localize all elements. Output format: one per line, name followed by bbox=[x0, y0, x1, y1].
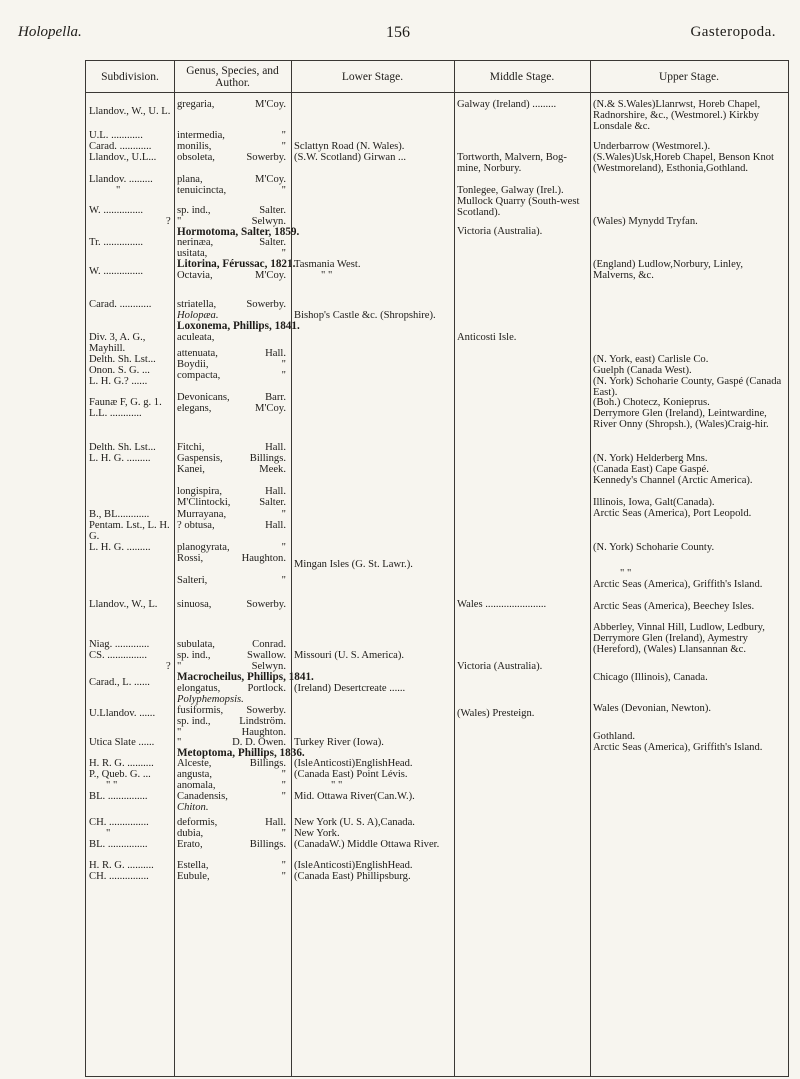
genus-row bbox=[177, 542, 288, 553]
genus-species-name: Polyphemopsis. bbox=[177, 694, 244, 705]
genus-species-name: Hormotoma, Salter, 1859. bbox=[177, 226, 300, 238]
upper-stage-cell: Arctic Seas (America), Griffith's Island. bbox=[593, 579, 763, 590]
subdivision-cell: Carad. ............ bbox=[89, 141, 152, 152]
subdivision-cell: Carad. ............ bbox=[89, 299, 152, 310]
species-author: " bbox=[281, 509, 286, 520]
genus-species-name: gregaria, bbox=[177, 99, 215, 110]
lower-stage-cell: (IsleAnticosti)EnglishHead. bbox=[294, 758, 413, 769]
subdivision-cell: BL. ............... bbox=[89, 839, 148, 850]
species-author: Lindström. bbox=[239, 716, 286, 727]
genus-row bbox=[177, 575, 288, 586]
species-author: Haughton. bbox=[241, 553, 286, 564]
genus-species-name: dubia, bbox=[177, 828, 204, 839]
upper-stage-cell: (N.& S.Wales)Llanrwst, Horeb Chapel, Radnorshire, &c., (Westmorel.) Kirkby Lonsdale &c. bbox=[593, 99, 761, 133]
subdivision-cell: Llandov., W., U. L. bbox=[89, 106, 171, 117]
lower-stage-cell: (Ireland) Desertcreate ...... bbox=[294, 683, 406, 694]
lower-stage-cell: Mingan Isles (G. St. Lawr.). bbox=[294, 559, 413, 570]
genus-row bbox=[177, 270, 288, 281]
subdivision-cell: Llandov., U.L... bbox=[89, 152, 157, 163]
species-author: " bbox=[281, 248, 286, 259]
genus-species-name: attenuata, bbox=[177, 348, 218, 359]
genus-row bbox=[177, 683, 288, 694]
species-author: " bbox=[281, 575, 286, 586]
species-author: Conrad. bbox=[252, 639, 286, 650]
species-author: " bbox=[281, 828, 286, 839]
genus-row bbox=[177, 497, 288, 508]
genus-row bbox=[177, 332, 288, 343]
upper-stage-cell: Gothland. bbox=[593, 731, 636, 742]
species-author: M'Coy. bbox=[255, 270, 286, 281]
genus-row bbox=[177, 299, 288, 310]
column-genus bbox=[174, 61, 314, 1076]
species-author: Barr. bbox=[265, 392, 286, 403]
column-header-lower-stage: Lower Stage. bbox=[291, 61, 454, 93]
species-author: Sowerby. bbox=[246, 705, 286, 716]
page-header bbox=[0, 24, 800, 50]
genus-row bbox=[177, 403, 288, 414]
lower-stage-cell: Mid. Ottawa River(Can.W.). bbox=[294, 791, 415, 802]
upper-stage-cell: Illinois, Iowa, Galt(Canada). bbox=[593, 497, 715, 508]
species-author: Sowerby. bbox=[246, 299, 286, 310]
genus-species-name: Alceste, bbox=[177, 758, 212, 769]
upper-stage-cell: Arctic Seas (America), Beechey Isles. bbox=[593, 601, 755, 612]
subdivision-cell: Div. 3, A. G., Mayhill. bbox=[89, 332, 146, 355]
upper-stage-cell: Wales (Devonian, Newton). bbox=[593, 703, 711, 714]
species-author: Selwyn. bbox=[251, 216, 286, 227]
species-author: M'Coy. bbox=[255, 174, 286, 185]
upper-stage-cell: (N. York) Helderberg Mns. bbox=[593, 453, 708, 464]
upper-stage-cell: (N. York, east) Carlisle Co. bbox=[593, 354, 709, 365]
genus-row bbox=[177, 553, 288, 564]
species-author: Salter. bbox=[259, 497, 286, 508]
genus-row bbox=[177, 237, 288, 248]
middle-stage-cell: (Wales) Presteign. bbox=[457, 708, 535, 719]
lower-stage-cell: (CanadaW.) Middle Ottawa River. bbox=[294, 839, 440, 850]
species-author: Portlock. bbox=[247, 683, 286, 694]
species-author: Hall. bbox=[265, 348, 286, 359]
species-author: Haughton. bbox=[241, 727, 286, 738]
subdivision-cell: H. R. G. .......... bbox=[89, 758, 154, 769]
subdivision-cell: L.L. ............ bbox=[89, 408, 142, 419]
species-author: Billings. bbox=[249, 758, 286, 769]
subdivision-cell: Delth. Sh. Lst... bbox=[89, 442, 156, 453]
genus-species-name: Metoptoma, Phillips, 1836. bbox=[177, 747, 305, 759]
genus-species-name: Rossi, bbox=[177, 553, 204, 564]
genus-species-name: Chiton. bbox=[177, 802, 209, 813]
lower-stage-cell: Missouri (U. S. America). bbox=[294, 650, 405, 661]
genus-species-name: Estella, bbox=[177, 860, 209, 871]
species-author: Hall. bbox=[265, 442, 286, 453]
subdivision-cell: Niag. ............. bbox=[89, 639, 150, 650]
genus-row bbox=[177, 716, 288, 727]
genus-row bbox=[177, 791, 288, 802]
genus-species-name: fusiformis, bbox=[177, 705, 224, 716]
subdivision-cell: " bbox=[106, 828, 111, 839]
genus-row bbox=[177, 780, 288, 791]
species-author: " bbox=[281, 780, 286, 791]
genus-species-name: Canadensis, bbox=[177, 791, 228, 802]
genus-row bbox=[177, 705, 288, 716]
genus-species-name: Octavia, bbox=[177, 270, 213, 281]
middle-stage-cell: Anticosti Isle. bbox=[457, 332, 517, 343]
subdivision-cell: Pentam. Lst., L. H. G. bbox=[89, 520, 170, 543]
genus-row bbox=[177, 839, 288, 850]
middle-stage-cell: Mullock Quarry (South-west Scotland). bbox=[457, 196, 580, 219]
genus-row bbox=[177, 453, 288, 464]
genus-row bbox=[177, 130, 288, 141]
genus-species-name: compacta, bbox=[177, 370, 221, 381]
species-author: M'Coy. bbox=[255, 99, 286, 110]
genus-row bbox=[177, 185, 288, 196]
subdivision-cell: BL. ............... bbox=[89, 791, 148, 802]
genus-row bbox=[177, 205, 288, 216]
upper-stage-cell: Guelph (Canada West). bbox=[593, 365, 692, 376]
genus-species-name: sp. ind., bbox=[177, 650, 211, 661]
subdivision-cell: ? bbox=[166, 661, 171, 672]
upper-stage-cell: (N. York) Schoharie County. bbox=[593, 542, 715, 553]
genus-row bbox=[177, 442, 288, 453]
upper-stage-cell: Chicago (Illinois), Canada. bbox=[593, 672, 708, 683]
species-author: Salter. bbox=[259, 205, 286, 216]
upper-stage-cell: Underbarrow (Westmorel.). bbox=[593, 141, 711, 152]
column-header-middle-stage: Middle Stage. bbox=[454, 61, 590, 93]
column-header-subdivision: Subdivision. bbox=[86, 61, 174, 93]
middle-stage-cell: Victoria (Australia). bbox=[457, 226, 543, 237]
genus-species-name: sinuosa, bbox=[177, 599, 212, 610]
column-header-upper-stage: Upper Stage. bbox=[590, 61, 788, 93]
genus-species-name: nerinæa, bbox=[177, 237, 214, 248]
genus-species-name: " bbox=[177, 661, 182, 672]
genus-species-name: Fitchi, bbox=[177, 442, 205, 453]
genus-row bbox=[177, 152, 288, 163]
subdivision-cell: CH. ............... bbox=[89, 871, 149, 882]
genus-row bbox=[177, 802, 288, 813]
genus-species-name: intermedia, bbox=[177, 130, 225, 141]
genus-species-name: " bbox=[177, 737, 182, 748]
genus-species-name: planogyrata, bbox=[177, 542, 230, 553]
genus-row bbox=[177, 320, 300, 332]
genus-species-name: Holopæa. bbox=[177, 310, 219, 321]
species-author: D. D. Owen. bbox=[232, 737, 286, 748]
genus-species-name: M'Clintocki, bbox=[177, 497, 231, 508]
upper-stage-cell: (N. York) Schoharie County, Gaspé (Canada East). bbox=[593, 376, 782, 399]
upper-stage-cell: " " bbox=[620, 568, 632, 579]
subdivision-cell: " " bbox=[106, 780, 118, 791]
genus-species-name: Litorina, Férussac, 1821. bbox=[177, 258, 296, 270]
species-author: Hall. bbox=[265, 486, 286, 497]
subdivision-cell: Delth. Sh. Lst... bbox=[89, 354, 156, 365]
genus-species-name: Boydii, bbox=[177, 359, 209, 370]
subdivision-cell: Llandov. ......... bbox=[89, 174, 153, 185]
species-author: Hall. bbox=[265, 520, 286, 531]
upper-stage-cell: Derrymore Glen (Ireland), Leintwardine, River Onny (Shropsh.), (Wales)Craig-hir. bbox=[593, 408, 769, 431]
genus-row bbox=[177, 359, 288, 370]
upper-stage-cell: Arctic Seas (America), Port Leopold. bbox=[593, 508, 752, 519]
species-author: " bbox=[281, 871, 286, 882]
upper-stage-cell: Arctic Seas (America), Griffith's Island. bbox=[593, 742, 763, 753]
lower-stage-cell: (S.W. Scotland) Girwan ... bbox=[294, 152, 407, 163]
column-middle-stage bbox=[454, 61, 591, 1076]
running-title-class: Gasteropoda. bbox=[690, 24, 776, 40]
upper-stage-cell: Abberley, Vinnal Hill, Ludlow, Ledbury, Derrymore Glen (Ireland), Aymestry (Hereford), (Wales) Llansannan &c. bbox=[593, 622, 765, 656]
species-author: Selwyn. bbox=[251, 661, 286, 672]
genus-row bbox=[177, 817, 288, 828]
subdivision-cell: ? bbox=[166, 216, 171, 227]
genus-row bbox=[177, 464, 288, 475]
species-author: Sowerby. bbox=[246, 599, 286, 610]
subdivision-cell: H. R. G. .......... bbox=[89, 860, 154, 871]
middle-stage-cell: Victoria (Australia). bbox=[457, 661, 543, 672]
subdivision-cell: B., BL............ bbox=[89, 509, 150, 520]
page-number: 156 bbox=[386, 24, 410, 41]
genus-species-name: elegans, bbox=[177, 403, 212, 414]
genus-row bbox=[177, 639, 288, 650]
species-author: " bbox=[281, 141, 286, 152]
species-author: M'Coy. bbox=[255, 403, 286, 414]
species-author: Salter. bbox=[259, 237, 286, 248]
species-author: " bbox=[281, 769, 286, 780]
upper-stage-cell: (England) Ludlow,Norbury, Linley, Malverns, &c. bbox=[593, 259, 744, 282]
genus-row bbox=[177, 871, 288, 882]
upper-stage-cell: (S.Wales)Usk,Horeb Chapel, Benson Knot (Westmoreland), Esthonia,Gothland. bbox=[593, 152, 774, 175]
running-title-genus: Holopella. bbox=[18, 24, 82, 40]
genus-row bbox=[177, 141, 288, 152]
genus-species-name: Loxonema, Phillips, 1841. bbox=[177, 320, 300, 332]
genus-species-name: " bbox=[177, 216, 182, 227]
subdivision-cell: U.L. ............ bbox=[89, 130, 143, 141]
subdivision-cell: Llandov., W., L. bbox=[89, 599, 158, 610]
genus-row bbox=[177, 520, 288, 531]
species-author: Meek. bbox=[259, 464, 286, 475]
subdivision-cell: CH. ............... bbox=[89, 817, 149, 828]
subdivision-cell: U.Llandov. ...... bbox=[89, 708, 156, 719]
subdivision-cell: L. H. G.? ...... bbox=[89, 376, 148, 387]
column-lower-stage bbox=[291, 61, 455, 1076]
genus-row bbox=[177, 599, 288, 610]
lower-stage-cell: (Canada East) Phillipsburg. bbox=[294, 871, 411, 882]
genus-species-name: deformis, bbox=[177, 817, 218, 828]
genus-species-name: Gaspensis, bbox=[177, 453, 223, 464]
genus-species-name: subulata, bbox=[177, 639, 215, 650]
genus-row bbox=[177, 509, 288, 520]
genus-species-name: sp. ind., bbox=[177, 205, 211, 216]
lower-stage-cell: Sclattyn Road (N. Wales). bbox=[294, 141, 405, 152]
species-distribution-table bbox=[85, 60, 789, 1077]
lower-stage-cell: New York. bbox=[294, 828, 340, 839]
species-author: " bbox=[281, 370, 286, 381]
subdivision-cell: Utica Slate ...... bbox=[89, 737, 155, 748]
species-author: " bbox=[281, 542, 286, 553]
subdivision-cell: Onon. S. G. ... bbox=[89, 365, 150, 376]
upper-stage-cell: Kennedy's Channel (Arctic America). bbox=[593, 475, 753, 486]
subdivision-cell: CS. ............... bbox=[89, 650, 147, 661]
subdivision-cell: W. ............... bbox=[89, 266, 144, 277]
species-author: Billings. bbox=[249, 839, 286, 850]
genus-species-name: usitata, bbox=[177, 248, 208, 259]
genus-row bbox=[177, 258, 296, 270]
middle-stage-cell: Tortworth, Malvern, Bog-mine, Norbury. bbox=[457, 152, 567, 175]
genus-row bbox=[177, 769, 288, 780]
lower-stage-cell: " " bbox=[331, 780, 343, 791]
lower-stage-cell: Tasmania West. bbox=[294, 259, 361, 270]
genus-row bbox=[177, 174, 288, 185]
upper-stage-cell: (Canada East) Cape Gaspé. bbox=[593, 464, 709, 475]
genus-row bbox=[177, 99, 288, 110]
genus-species-name: tenuicincta, bbox=[177, 185, 227, 196]
genus-species-name: Eubule, bbox=[177, 871, 210, 882]
genus-row bbox=[177, 650, 288, 661]
subdivision-cell: L. H. G. ......... bbox=[89, 542, 151, 553]
lower-stage-cell: " " bbox=[321, 270, 333, 281]
genus-species-name: elongatus, bbox=[177, 683, 221, 694]
genus-species-name: longispira, bbox=[177, 486, 223, 497]
genus-species-name: obsoleta, bbox=[177, 152, 215, 163]
species-author: Hall. bbox=[265, 817, 286, 828]
genus-species-name: Kanei, bbox=[177, 464, 205, 475]
upper-stage-cell: (Wales) Mynydd Tryfan. bbox=[593, 216, 698, 227]
genus-species-name: Macrocheilus, Phillips, 1841. bbox=[177, 671, 314, 683]
genus-species-name: Murrayana, bbox=[177, 509, 227, 520]
genus-species-name: ? obtusa, bbox=[177, 520, 215, 531]
column-upper-stage bbox=[590, 61, 788, 1076]
genus-species-name: Devonicans, bbox=[177, 392, 230, 403]
genus-species-name: anomala, bbox=[177, 780, 216, 791]
genus-species-name: plana, bbox=[177, 174, 203, 185]
column-subdivision bbox=[86, 61, 175, 1076]
subdivision-cell: Carad., L. ...... bbox=[89, 677, 150, 688]
genus-species-name: sp. ind., bbox=[177, 716, 211, 727]
column-header-genus: Genus, Species, and Author. bbox=[174, 61, 291, 93]
subdivision-cell: Tr. ............... bbox=[89, 237, 144, 248]
subdivision-cell: P., Queb. G. ... bbox=[89, 769, 151, 780]
genus-row bbox=[177, 370, 288, 381]
species-author: Swallow. bbox=[246, 650, 286, 661]
genus-row bbox=[177, 758, 288, 769]
species-author: " bbox=[281, 130, 286, 141]
genus-species-name: Salteri, bbox=[177, 575, 208, 586]
genus-row bbox=[177, 860, 288, 871]
lower-stage-cell: (Canada East) Point Lévis. bbox=[294, 769, 408, 780]
genus-row bbox=[177, 828, 288, 839]
genus-row bbox=[177, 694, 288, 705]
genus-species-name: angusta, bbox=[177, 769, 213, 780]
lower-stage-cell: (IsleAnticosti)EnglishHead. bbox=[294, 860, 413, 871]
species-author: Sowerby. bbox=[246, 152, 286, 163]
genus-row bbox=[177, 671, 314, 683]
subdivision-cell: Faunæ F, G. g. 1. bbox=[89, 397, 162, 408]
genus-species-name: Erato, bbox=[177, 839, 203, 850]
genus-species-name: " bbox=[177, 727, 182, 738]
species-author: " bbox=[281, 860, 286, 871]
genus-species-name: aculeata, bbox=[177, 332, 215, 343]
genus-species-name: monilis, bbox=[177, 141, 212, 152]
genus-species-name: striatella, bbox=[177, 299, 217, 310]
species-author: " bbox=[281, 359, 286, 370]
lower-stage-cell: Bishop's Castle &c. (Shropshire). bbox=[294, 310, 436, 321]
middle-stage-cell: Tonlegee, Galway (Irel.). bbox=[457, 185, 564, 196]
genus-row bbox=[177, 486, 288, 497]
genus-row bbox=[177, 392, 288, 403]
subdivision-cell: " bbox=[116, 185, 121, 196]
species-author: Billings. bbox=[249, 453, 286, 464]
middle-stage-cell: Wales ....................... bbox=[457, 599, 547, 610]
subdivision-cell: L. H. G. ......... bbox=[89, 453, 151, 464]
species-author: " bbox=[281, 185, 286, 196]
lower-stage-cell: Turkey River (Iowa). bbox=[294, 737, 384, 748]
lower-stage-cell: New York (U. S. A),Canada. bbox=[294, 817, 415, 828]
genus-row bbox=[177, 348, 288, 359]
species-author: " bbox=[281, 791, 286, 802]
middle-stage-cell: Galway (Ireland) ......... bbox=[457, 99, 557, 110]
subdivision-cell: W. ............... bbox=[89, 205, 144, 216]
upper-stage-cell: (Boh.) Chotecz, Konieprus. bbox=[593, 397, 710, 408]
